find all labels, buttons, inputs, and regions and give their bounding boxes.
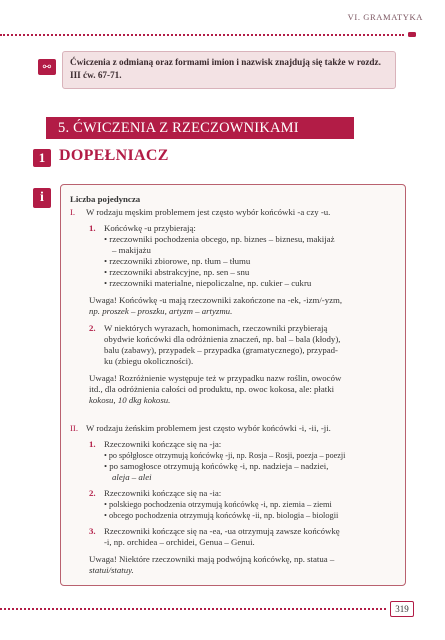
bullet-item: • obcego pochodzenia otrzymują końcówkę -ii, np. biologia – biologii bbox=[104, 511, 339, 520]
bullet-item: • rzeczowniki materialne, niepoliczalne, np. cukier – cukru bbox=[104, 278, 312, 288]
bullet-item: • rzeczowniki pochodzenia obcego, np. biznes – biznesu, makijaż bbox=[104, 234, 335, 244]
bullet-item: • rzeczowniki abstrakcyjne, np. sen – snu bbox=[104, 267, 250, 277]
info-i-icon: i bbox=[33, 188, 51, 208]
info-text: Ćwiczenia z odmianą oraz formami imion i nazwisk znajdują się także w rozdz. III ćw. 67-71. bbox=[70, 57, 381, 80]
bullet-item-cont: aleja – alei bbox=[112, 472, 152, 482]
rule-I2-text: W niektórych wyrazach, homonimach, rzeczowniki przybierają bbox=[104, 323, 328, 333]
footer-dotted-rule bbox=[0, 608, 386, 610]
uwaga-note: statui/statuy. bbox=[89, 565, 134, 575]
rule-II3-num: 3. bbox=[89, 526, 96, 536]
rule-II3-text: -i, np. orchidea – orchidei, Genua – Genui. bbox=[104, 537, 255, 547]
bullet-item: • po samogłosce otrzymują końcówkę -i, np. nadzieja – nadziei, bbox=[104, 461, 329, 471]
chapter-title: VI. GRAMATYKA bbox=[347, 12, 423, 22]
subsection-title: DOPEŁNIACZ bbox=[59, 147, 169, 164]
rule-I2-text: ku (zbiegu okoliczności). bbox=[104, 356, 194, 366]
roman-II: II. bbox=[70, 423, 79, 433]
rule-II2-num: 2. bbox=[89, 488, 96, 498]
roman-I: I. bbox=[70, 207, 76, 217]
subsection-number: 1 bbox=[33, 149, 51, 167]
rule-II1-num: 1. bbox=[89, 439, 96, 449]
uwaga-note: np. proszek – proszku, artyzm – artyzmu. bbox=[89, 306, 233, 316]
rule-I2-num: 2. bbox=[89, 323, 96, 333]
link-icon: ⚯ bbox=[38, 59, 56, 75]
rule-II1-text: Rzeczowniki kończące się na -ja: bbox=[104, 439, 222, 449]
uwaga-note: Uwaga! Końcówkę -u mają rzeczowniki zakończone na -ek, -izm/-yzm, bbox=[89, 295, 343, 305]
rule-I2-text: obydwie końcówki dla odróżnienia znaczeń, np. bal – bala (kłody), bbox=[104, 334, 341, 344]
rule-II2-text: Rzeczowniki kończące się na -ia: bbox=[104, 488, 222, 498]
uwaga-note: kokosu, 10 dkg kokosu. bbox=[89, 395, 171, 405]
header-rule-end bbox=[408, 32, 416, 37]
rule-I1-text: Końcówkę -u przybierają: bbox=[104, 223, 196, 233]
content-heading: Liczba pojedyncza bbox=[70, 194, 141, 204]
header-dotted-rule bbox=[0, 34, 404, 36]
section-title: 5. ĆWICZENIA Z RZECZOWNIKAMI bbox=[46, 117, 354, 139]
rule-I1-num: 1. bbox=[89, 223, 96, 233]
bullet-item-cont: – makijażu bbox=[112, 245, 151, 255]
bullet-item: • polskiego pochodzenia otrzymują końcówkę -i, np. ziemia – ziemi bbox=[104, 500, 332, 509]
bullet-item: • po spółgłosce otrzymują końcówkę -ji, np. Rosja – Rosji, poezja – poezji bbox=[104, 451, 346, 460]
uwaga-note: Uwaga! Niektóre rzeczowniki mają podwójną końcówkę, np. statua – bbox=[89, 554, 335, 564]
rule-II-text: W rodzaju żeńskim problemem jest często wybór końcówki -i, -ii, -ji. bbox=[86, 423, 331, 433]
bullet-item: • rzeczowniki zbiorowe, np. tłum – tłumu bbox=[104, 256, 251, 266]
uwaga-note: itd., dla odróżnienia całości od produktu, np. owoc kokosa, ale: płatki bbox=[89, 384, 335, 394]
rule-II3-text: Rzeczowniki kończące się na -ea, -ua otrzymują zawsze końcówkę bbox=[104, 526, 340, 536]
uwaga-note: Uwaga! Rozróżnienie występuje też w przypadku nazw roślin, owoców bbox=[89, 373, 342, 383]
rule-I2-text: balu (zabawy), przypadek – przypadka (gramatycznego), przypad- bbox=[104, 345, 338, 355]
page-number: 319 bbox=[390, 601, 414, 617]
rule-I-text: W rodzaju męskim problemem jest często wybór końcówki -a czy -u. bbox=[86, 207, 331, 217]
